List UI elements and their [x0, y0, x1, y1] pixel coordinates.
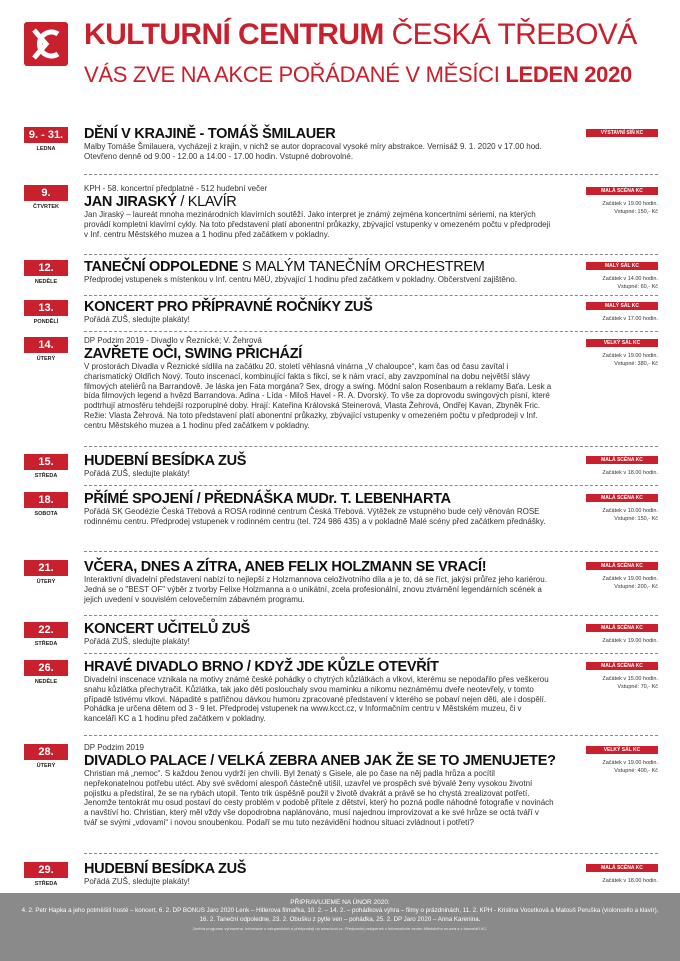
event-day: ÚTERÝ — [36, 579, 56, 585]
event-title-main: KONCERT UČITELŮ ZUŠ — [84, 621, 250, 637]
title-bold: KULTURNÍ CENTRUM — [84, 18, 384, 51]
event-price: Vstupné: 70,- Kč — [617, 684, 658, 690]
event-title — [84, 346, 554, 362]
event-date: 21. — [24, 560, 68, 576]
event-title-main: ZAVŘETE OČI, SWING PŘICHÁZÍ — [84, 346, 302, 362]
event-content — [84, 659, 554, 724]
subtitle-bold: LEDEN 2020 — [505, 62, 632, 87]
event-title — [84, 621, 554, 637]
event-description: Malby Tomáše Šmilauera, vycházejí z krajin, v nichž se autor dopracoval vysoké míry abstrakce. Vernisáž 9. 1. 2020 v 17.00 hod. Otevřeno denně od 9.00 - 12.00 a 14.00 - 17.00 hodin. Vstupné dobrovolné. — [84, 142, 542, 161]
event-separator — [84, 551, 658, 552]
event-description: Pořádá ZUŠ, sledujte plakáty! — [84, 315, 190, 324]
event-series: DP Podzim 2019 — [84, 743, 144, 752]
event-title — [84, 453, 554, 469]
event-content — [84, 861, 554, 887]
event-price: Vstupné: 60,- Kč — [617, 284, 658, 290]
event-title-main: HUDEBNÍ BESÍDKA ZUŠ — [84, 453, 247, 469]
footer-program: 4. 2. Petr Hapka a jeho potměšilí hosté – koncert, 6. 2. DP BONUS Jaro 2020 Lenk – Hitlerova filmařka, 10. 2. – 14. 2. – pohádková výhra – filmy o prázdninách, 11. 2. KPH - Kristina Vocetková a Matouš Peruška (violoncello a klavír), 16. 2. Taneční odpoledne, 23. 2. Obušku z pytle ven – pohádka, 25. 2. DP Jaro 2020 – Anna Karenina. — [21, 907, 659, 923]
event-series: DP Podzim 2019 - Divadlo v Řeznické; V. Žehrová — [84, 336, 262, 345]
event-title-main: HRAVÉ DIVADLO BRNO / KDYŽ JDE KŮZLE OTEVŘÍT — [84, 659, 439, 675]
event-title-sub: S MALÝM TANEČNÍM ORCHESTREM — [238, 259, 485, 275]
event-separator — [84, 615, 658, 616]
event-date: 15. — [24, 454, 68, 470]
event-separator — [84, 254, 658, 255]
event-venue: VELKÝ SÁL KC — [586, 339, 658, 347]
kc-logo — [24, 22, 68, 66]
event-content — [84, 621, 554, 647]
event-separator — [84, 653, 658, 654]
event-start-time: Začátek v 19.00 hodin. — [602, 638, 658, 644]
event-date: 14. — [24, 337, 68, 353]
event-content — [84, 126, 554, 162]
event-times — [586, 469, 658, 477]
event-date: 28. — [24, 744, 68, 760]
event-venue: VELKÝ SÁL KC — [586, 746, 658, 754]
kc-logo-icon — [24, 22, 68, 66]
event-separator — [84, 174, 658, 175]
event-content — [84, 299, 554, 325]
footer-note: Změna programu vyhrazena. Informace o vstupenkách a předprodeji na www.kcct.cz. Předprodej vstupenek v Informačním centru Městského muzea a v kanceláři KC. — [192, 926, 488, 931]
event-price: Vstupné: 380,- Kč — [614, 361, 658, 367]
event-day: ÚTERÝ — [36, 763, 56, 769]
event-date: 12. — [24, 260, 68, 276]
page-title — [84, 18, 637, 52]
event-day: STŘEDA — [34, 881, 58, 887]
event-day: NEDĚLE — [34, 279, 58, 285]
event-start-time: Začátek v 19.00 hodin. — [602, 576, 658, 582]
event-description: V prostorách Divadla v Řeznické sídlila na začátku 20. století věhlasná vinárna „V chaloupce“, kam čas od času zavítal i charismatický Oldřich Nový. Touto inscenací, kombinující fakta s fikcí, se k nám vrací, aby zavzpomínal na dobu největší slávy filmových ateliérů na Barrandově. Je láska jen Fata morgána? Sex, drogy a swing. Módní salon Rosenbaum a reklamy Baťa. Lesk a bída filmových legend a hvězd Barrandova. Adina - Lída - Miloš Havel - R. A. Dvorský. To vše za doprovodu swingových písní, které podtrhují atmosféru tehdejší rozporuplné doby. Hrají: Kateřina Královská Steinerová, Vlasta Žehrová, Ondřej Kavan, Zbyněk Fric. Režie: Vlasta Žehrová. Na toto představení platí abonentní průkazky, zbývající vstupenky v omezeném počtu v předprodeji v Inf. centru Městského muzea a 1 hodinu před začátkem v pokladny. — [84, 362, 552, 430]
event-start-time: Začátek v 19.00 hodin. — [602, 201, 658, 207]
event-times — [586, 275, 658, 291]
event-title-main: HUDEBNÍ BESÍDKA ZUŠ — [84, 861, 247, 877]
event-description: Předprodej vstupenek s místenkou v Inf. centru MěÚ, zbývající 1 hodinu před začátkem v pokladny. Občerstvení zajištěno. — [84, 275, 517, 284]
event-title — [84, 259, 554, 275]
event-title-main: DĚNÍ V KRAJINĚ - TOMÁŠ ŠMILAUER — [84, 126, 336, 142]
event-times — [586, 637, 658, 645]
event-venue: MALÁ SCÉNA KC — [586, 864, 658, 872]
event-title-main: VČERA, DNES A ZÍTRA, ANEB FELIX HOLZMANN SE VRACÍ! — [84, 559, 487, 575]
event-venue: MALÁ SCÉNA KC — [586, 562, 658, 570]
event-times — [586, 200, 658, 216]
event-day: LEDNA — [36, 146, 56, 152]
event-date: 26. — [24, 660, 68, 676]
event-day: ČTVRTEK — [33, 204, 59, 210]
event-price: Vstupné: 200,- Kč — [614, 584, 658, 590]
event-venue: VÝSTAVNÍ SÍŇ KC — [586, 129, 658, 137]
event-venue: MALÁ SCÉNA KC — [586, 624, 658, 632]
event-day: NEDĚLE — [34, 679, 58, 685]
event-times — [586, 315, 658, 323]
event-venue: MALÁ SCÉNA KC — [586, 456, 658, 464]
event-day: SOBOTA — [34, 511, 58, 517]
event-title — [84, 299, 554, 315]
event-date: 22. — [24, 622, 68, 638]
event-title — [84, 861, 554, 877]
event-day: STŘEDA — [34, 641, 58, 647]
event-title — [84, 559, 554, 575]
event-title-main: PŘÍMÉ SPOJENÍ / PŘEDNÁŠKA MUDr. T. LEBENHARTA — [84, 491, 451, 507]
event-date: 9. — [24, 185, 68, 201]
event-content — [84, 453, 554, 479]
event-times — [586, 675, 658, 691]
event-content — [84, 491, 554, 527]
event-times — [586, 877, 658, 885]
event-title — [84, 194, 554, 210]
event-title-sub: / KLAVÍR — [176, 194, 237, 210]
event-start-time: Začátek v 17.00 hodin. — [602, 316, 658, 322]
event-title — [84, 659, 554, 675]
event-times — [586, 352, 658, 368]
event-content — [84, 336, 554, 431]
event-date: 9. - 31. — [24, 127, 68, 143]
title-light: ČESKÁ TŘEBOVÁ — [391, 18, 637, 51]
event-content — [84, 743, 554, 828]
event-description: Interaktivní divadelní představení nabízí to nejlepší z Holzmannova celoživotního díla a je to, dá se říct, jakýsi průřez jeho kariérou. Jedná se o "BEST OF" výběr z tvorby Felixe Holzmanna a o unikátní, zcela profesionální, znovu ztvárnění legendárních scének a jejich uvedení v souvislém celovečerním zábavném programu. — [84, 575, 547, 604]
event-separator — [84, 295, 658, 296]
event-start-time: Začátek v 18.00 hodin. — [602, 878, 658, 884]
event-price: Vstupné: 150,- Kč — [614, 209, 658, 215]
event-date: 29. — [24, 862, 68, 878]
event-description: Christian má „nemoc“. S každou ženou vydrží jen chvíli. Byl ženatý s Gisele, ale po čase na něj padla hrůza a pocítil nepřekonatelnou potřebu utéct. Aby své svědomí alespoň částečně utišil, uzavřel ve prospěch své bývalé ženy vysokou životní pojistku a předstíral, že se na rybách utopil. Tento trik úspěšně použil v životě dvakrát a právě se ho chystá zrealizovat potřetí. Jenomže tentokrát mu osud postaví do cesty problém v podobě přítele z dětství, který ho pozná podle náhodné fotografie v novinách a navštíví ho. Christian, který měl vždy vše dopodrobna naplánováno, musí najednou improvizovat a ke své hrůze se octá tváří v tvář se svými „vdovami“ i novou snoubenkou. Podaří se mu tuto nezávidění hodnou situaci zvládnout i potřetí? — [84, 769, 554, 827]
event-start-time: Začátek v 19.00 hodin. — [602, 353, 658, 359]
event-day: ÚTERÝ — [36, 356, 56, 362]
event-separator — [84, 331, 658, 332]
event-venue: MALÝ SÁL KC — [586, 262, 658, 270]
event-day: STŘEDA — [34, 473, 58, 479]
event-venue: MALÝ SÁL KC — [586, 302, 658, 310]
event-day: PONDĚLÍ — [33, 319, 59, 325]
event-times — [586, 759, 658, 775]
event-start-time: Začátek v 14.00 hodin. — [602, 276, 658, 282]
event-title — [84, 491, 554, 507]
event-description: Pořádá SK Geodézie Česká Třebová a ROSA rodinné centrum Česká Třebová. Výtěžek ze vstupného bude celý věnován ROSE rodinnému centru. Předprodej vstupenek v rodinném centru (tel. 724 986 435) a v pokladně Malé scény před začátkem přednášky. — [84, 507, 546, 526]
event-venue: MALÁ SCÉNA KC — [586, 187, 658, 195]
event-separator — [84, 446, 658, 447]
event-series: KPH - 58. koncertní předplatné - 512 hudební večer — [84, 184, 268, 193]
event-times — [586, 507, 658, 523]
event-venue: MALÁ SCÉNA KC — [586, 494, 658, 502]
event-start-time: Začátek v 10.00 hodin. — [602, 508, 658, 514]
event-separator — [84, 485, 658, 486]
event-separator — [84, 853, 658, 854]
event-description: Divadelní inscenace vznikala na motivy známé české pohádky o chytrých kůzlátkách a vlkovi, kterému se nepodařilo přes veškerou snahu kůzlátka přechytračit. Kůzlátka, tak jako děti poslouchaly svou maminku a nikomu neznámému dveře neotevřely, v tomto případě lstivému vlkovi. Nápadité s patřičnou dávkou humoru zpracované představení v kterého se pobaví nejen děti, ale i dospělí. Pohádka je určena dětem od 3 - 9 let. Předprodej vstupenek na www.kcct.cz, v Informačním centru v Městském muzeu, či v kanceláři KC a 1 hodinu před začátkem v pokladny. — [84, 675, 549, 724]
event-description: Jan Jiraský – laureát mnoha mezinárodních klavírních soutěží. Jako interpret je známý zejména koncertními sériemi, na kterých provádí kompletní klavírní cykly. Na toto představení platí abonentní průkazky, zbývající vstupenky v omezeném počtu v předprodeji v Inf. centru Městského muzea a 1 hodinu před začátkem v pokladny. — [84, 210, 551, 239]
event-content — [84, 559, 554, 604]
event-date: 18. — [24, 492, 68, 508]
event-start-time: Začátek v 15.00 hodin. — [602, 676, 658, 682]
event-content — [84, 259, 554, 285]
event-start-time: Začátek v 19.00 hodin. — [602, 760, 658, 766]
event-price: Vstupné: 150,- Kč — [614, 516, 658, 522]
event-description: Pořádá ZUŠ, sledujte plakáty! — [84, 469, 190, 478]
event-content — [84, 184, 554, 239]
page-subtitle — [84, 62, 632, 88]
footer — [0, 893, 680, 961]
event-title-main: KONCERT PRO PŘÍPRAVNÉ ROČNÍKY ZUŠ — [84, 299, 373, 315]
event-title-main: JAN JIRASKÝ — [84, 194, 177, 210]
event-times — [586, 575, 658, 591]
event-date: 13. — [24, 300, 68, 316]
event-venue: MALÁ SCÉNA KC — [586, 662, 658, 670]
event-description: Pořádá ZUŠ, sledujte plakáty! — [84, 877, 190, 886]
event-title — [84, 126, 554, 142]
event-title-main: DIVADLO PALACE / VELKÁ ZEBRA ANEB JAK ŽE SE TO JMENUJETE? — [84, 753, 556, 769]
footer-heading: PŘIPRAVUJEME NA ÚNOR 2020: — [290, 899, 390, 906]
subtitle-light: VÁS ZVE NA AKCE POŘÁDANÉ V MĚSÍCI — [84, 62, 500, 87]
event-start-time: Začátek v 18.00 hodin. — [602, 470, 658, 476]
event-price: Vstupné: 400,- Kč — [614, 768, 658, 774]
event-description: Pořádá ZUŠ, sledujte plakáty! — [84, 637, 190, 646]
header — [0, 0, 680, 108]
event-separator — [84, 735, 658, 736]
event-title-main: TANEČNÍ ODPOLEDNE — [84, 259, 239, 275]
event-title — [84, 753, 554, 769]
